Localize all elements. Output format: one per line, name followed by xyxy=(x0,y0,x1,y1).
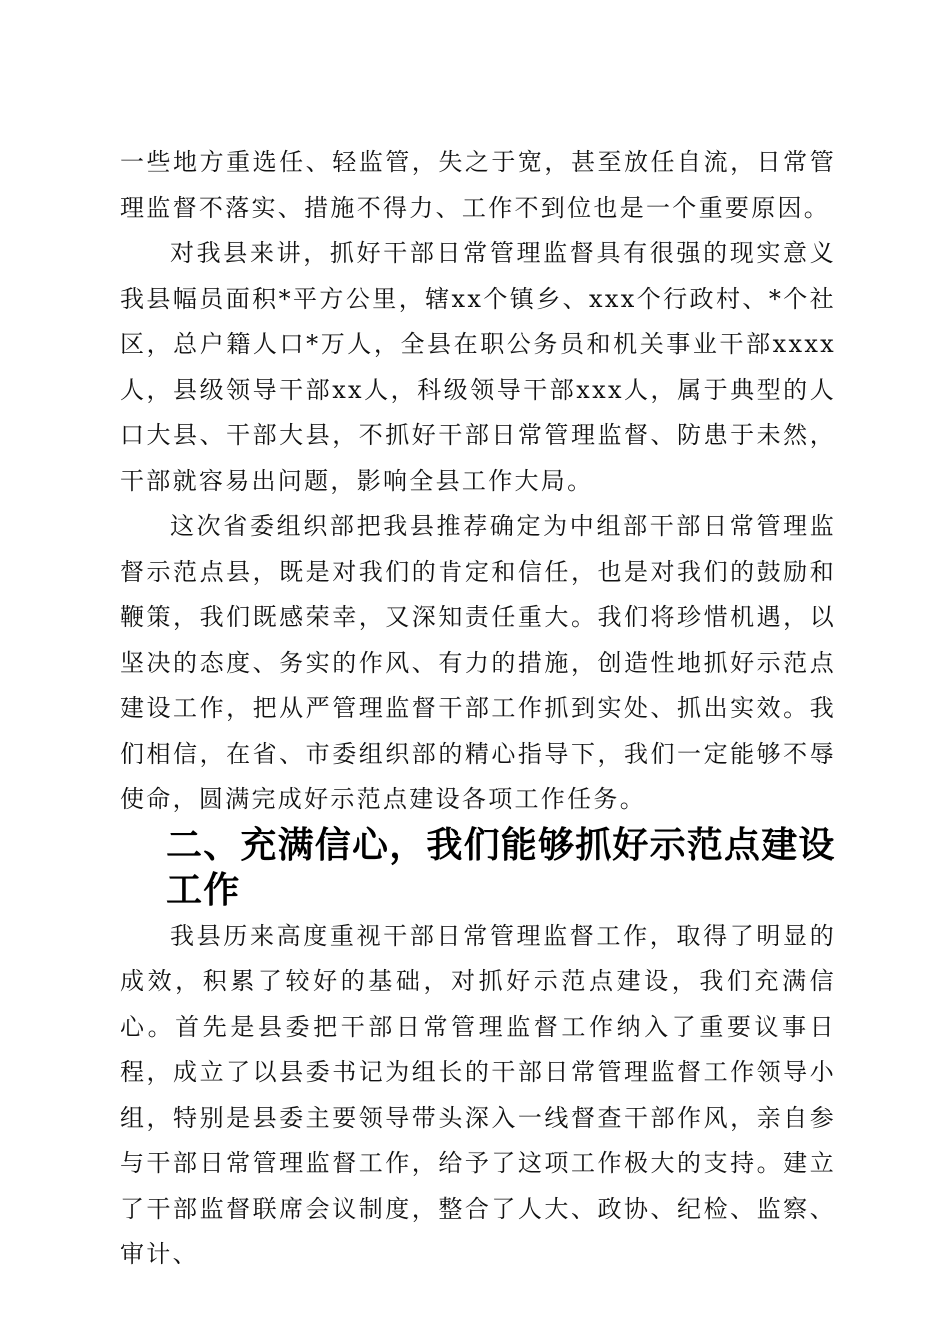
document-body xyxy=(120,140,836,1278)
paragraph-demonstration-county: 这次省委组织部把我县推荐确定为中组部干部日常管理监督示范点县，既是对我们的肯定和信任，也是对我们的鼓励和鞭策，我们既感荣幸，又深知责任重大。我们将珍惜机遇，以坚决的态度、务实的作风、有力的措施，创造性地抓好示范点建设工作，把从严管理监督干部工作抓到实处、抓出实效。我们相信，在省、市委组织部的精心指导下，我们一定能够不辱使命，圆满完成好示范点建设各项工作任务。 xyxy=(120,512,836,813)
paragraph-confidence: 我县历来高度重视干部日常管理监督工作，取得了明显的成效，积累了较好的基础，对抓好示范点建设，我们充满信心。首先是县委把干部日常管理监督工作纳入了重要议事日程，成立了以县委书记为组长的干部日常管理监督工作领导小组，特别是县委主要领导带头深入一线督查干部作风，亲自参与干部日常管理监督工作，给予了这项工作极大的支持。建立了干部监督联席会议制度，整合了人大、政协、纪检、监察、审计、 xyxy=(120,921,836,1268)
paragraph-county-overview: 对我县来讲，抓好干部日常管理监督具有很强的现实意义我县幅员面积*平方公里，辖xx个镇乡、xxx个行政村、*个社区，总户籍人口*万人，全县在职公务员和机关事业干部xxxx人，县级领导干部xx人，科级领导干部xxx人，属于典型的人口大县、干部大县，不抓好干部日常管理监督、防患于未然，干部就容易出问题，影响全县工作大局。 xyxy=(120,239,836,495)
paragraph-continuation: 一些地方重选任、轻监管，失之于宽，甚至放任自流，日常管理监督不落实、措施不得力、工作不到位也是一个重要原因。 xyxy=(120,148,836,222)
section-heading: 二、充满信心，我们能够抓好示范点建设工作 xyxy=(166,824,836,911)
